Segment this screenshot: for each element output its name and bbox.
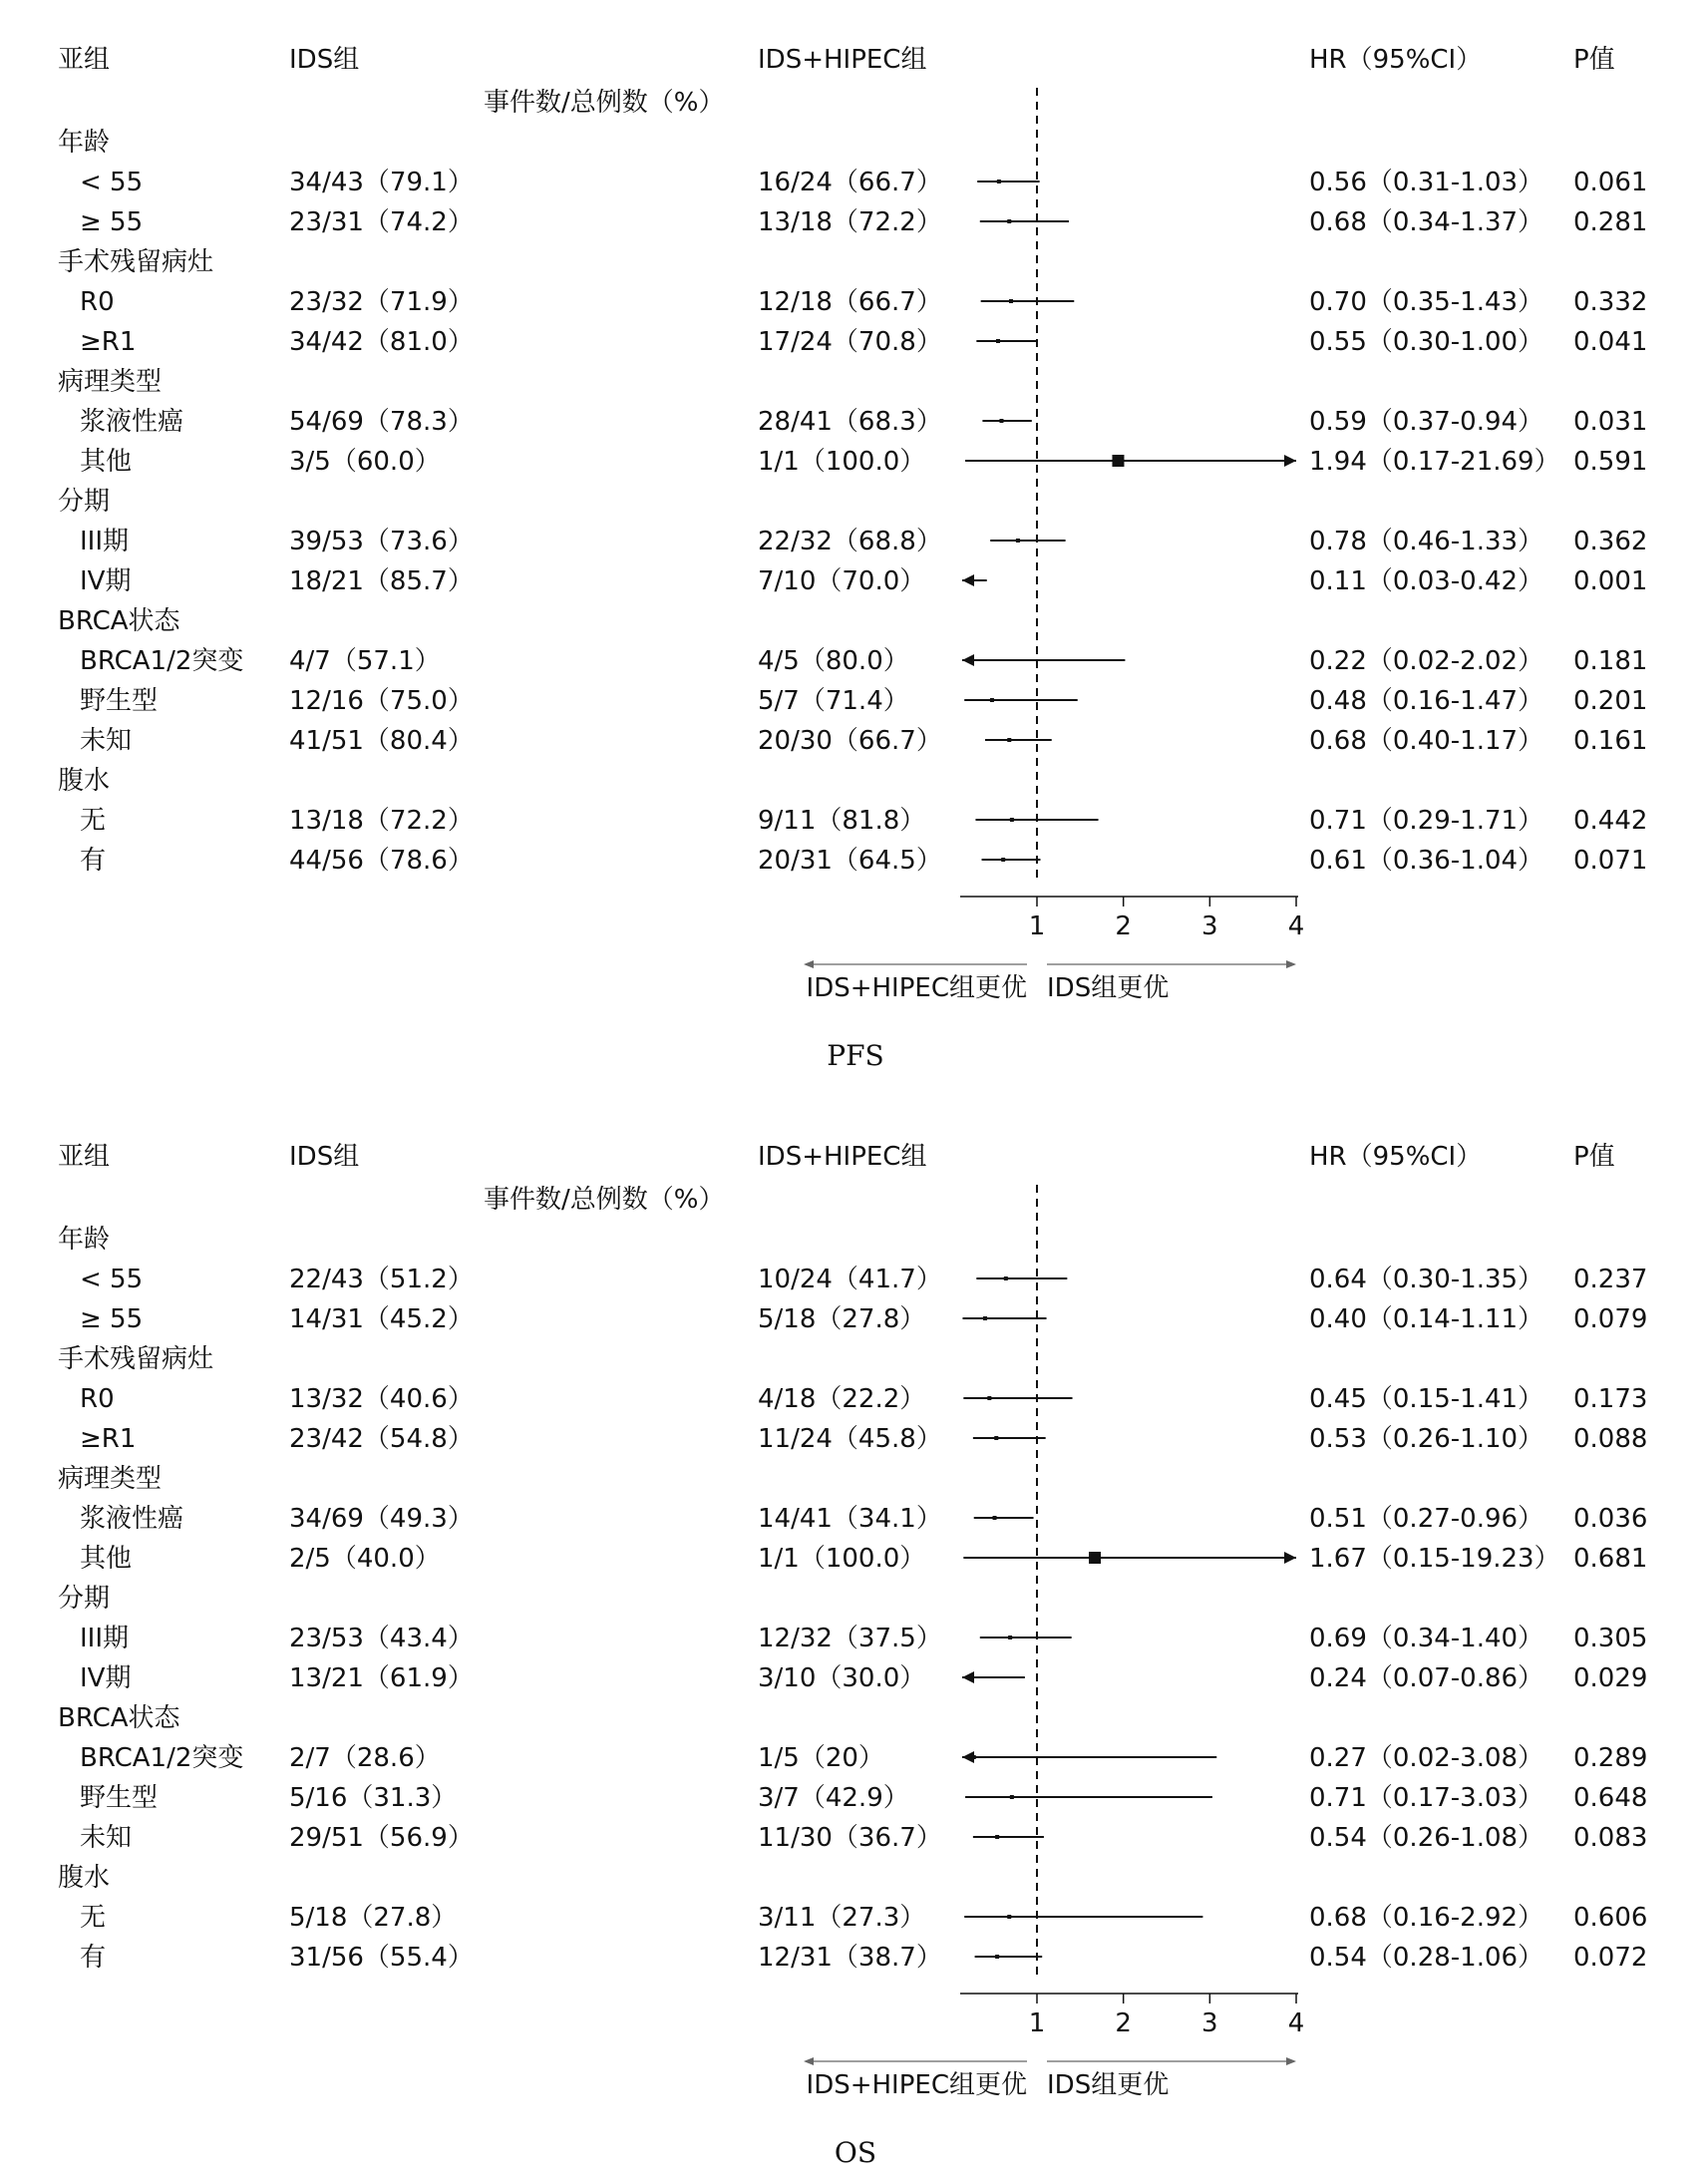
subgroup-heading: 分期 [58, 1584, 111, 1614]
row-label: 有 [80, 846, 107, 876]
hr-ci-text: 0.71（0.29-1.71） [1309, 806, 1544, 836]
favors-left-arrowhead [804, 2057, 814, 2065]
hr-ci-text: 0.68（0.34-1.37） [1309, 207, 1544, 237]
subgroup-heading: 手术残留病灶 [58, 247, 214, 277]
hr-ci-text: 0.71（0.17-3.03） [1309, 1783, 1544, 1813]
hr-point [1007, 1915, 1011, 1919]
hr-point [969, 1675, 973, 1679]
ids-events: 34/69（49.3） [289, 1504, 474, 1534]
row-label: 其他 [80, 1544, 133, 1574]
hipec-events: 4/5（80.0） [758, 646, 909, 676]
ids-events: 22/43（51.2） [289, 1265, 474, 1294]
hr-ci-text: 0.22（0.02-2.02） [1309, 646, 1544, 676]
hipec-events: 3/11（27.3） [758, 1903, 926, 1933]
hipec-events: 7/10（70.0） [758, 566, 926, 596]
os-forest-plot-svg [0, 1097, 1703, 2184]
ids-events: 41/51（80.4） [289, 726, 474, 756]
hr-point [996, 339, 1000, 343]
row-label: R0 [80, 287, 115, 317]
x-tick-label: 1 [1028, 2008, 1046, 2038]
favors-right-label: IDS组更优 [1047, 2070, 1170, 2100]
hipec-events: 14/41（34.1） [758, 1504, 942, 1534]
ids-events: 34/42（81.0） [289, 327, 474, 357]
hipec-events: 3/10（30.0） [758, 1663, 926, 1693]
ids-events: 23/31（74.2） [289, 207, 474, 237]
hr-ci-text: 0.45（0.15-1.41） [1309, 1384, 1544, 1414]
hr-ci-text: 0.51（0.27-0.96） [1309, 1504, 1544, 1534]
subgroup-heading: 年龄 [58, 128, 111, 158]
hr-point [1007, 738, 1011, 742]
hipec-events: 12/31（38.7） [758, 1943, 942, 1973]
hr-ci-text: 1.94（0.17-21.69） [1309, 447, 1560, 477]
p-value: 0.029 [1573, 1663, 1648, 1693]
subgroup-heading: 年龄 [58, 1225, 111, 1255]
panel-title: PFS [827, 1039, 884, 1072]
hr-ci-text: 0.54（0.28-1.06） [1309, 1943, 1544, 1973]
x-tick-label: 1 [1028, 911, 1046, 941]
ids-events: 39/53（73.6） [289, 527, 474, 556]
p-value: 0.083 [1573, 1823, 1648, 1853]
favors-left-label: IDS+HIPEC组更优 [806, 973, 1027, 1003]
hr-point [1007, 219, 1011, 223]
hr-point [994, 1436, 998, 1440]
header-hr: HR（95%CI） [1309, 45, 1483, 75]
row-label: 浆液性癌 [80, 407, 184, 437]
p-value: 0.072 [1573, 1943, 1648, 1973]
hipec-events: 28/41（68.3） [758, 407, 942, 437]
p-value: 0.281 [1573, 207, 1648, 237]
row-label: BRCA1/2突变 [80, 646, 244, 676]
p-value: 0.681 [1573, 1544, 1648, 1574]
ids-events: 12/16（75.0） [289, 686, 474, 716]
hr-ci-text: 0.24（0.07-0.86） [1309, 1663, 1544, 1693]
ids-events: 23/42（54.8） [289, 1424, 474, 1454]
hr-ci-text: 0.59（0.37-0.94） [1309, 407, 1544, 437]
favors-right-label: IDS组更优 [1047, 973, 1170, 1003]
hr-ci-text: 0.68（0.40-1.17） [1309, 726, 1544, 756]
hipec-events: 10/24（41.7） [758, 1265, 942, 1294]
hipec-events: 20/30（66.7） [758, 726, 942, 756]
ids-events: 23/32（71.9） [289, 287, 474, 317]
ids-events: 13/32（40.6） [289, 1384, 474, 1414]
ids-events: 18/21（85.7） [289, 566, 474, 596]
hipec-events: 1/1（100.0） [758, 1544, 926, 1574]
header-events: 事件数/总例数（%） [484, 1185, 725, 1215]
p-value: 0.362 [1573, 527, 1648, 556]
ci-arrow-right [1284, 455, 1296, 467]
p-value: 0.031 [1573, 407, 1648, 437]
subgroup-heading: 腹水 [58, 1863, 111, 1893]
hipec-events: 4/18（22.2） [758, 1384, 926, 1414]
hr-ci-text: 0.54（0.26-1.08） [1309, 1823, 1544, 1853]
row-label: III期 [80, 1624, 130, 1653]
ids-events: 23/53（43.4） [289, 1624, 474, 1653]
header-hipec: IDS+HIPEC组 [758, 1142, 927, 1172]
subgroup-heading: 手术残留病灶 [58, 1344, 214, 1374]
p-value: 0.173 [1573, 1384, 1648, 1414]
hr-ci-text: 0.11（0.03-0.42） [1309, 566, 1544, 596]
hr-point [995, 1835, 999, 1839]
hr-ci-text: 0.68（0.16-2.92） [1309, 1903, 1544, 1933]
row-label: ≥ 55 [80, 207, 144, 237]
p-value: 0.305 [1573, 1624, 1648, 1653]
x-tick-label: 4 [1287, 911, 1305, 941]
row-label: ≥R1 [80, 327, 137, 357]
hr-ci-text: 1.67（0.15-19.23） [1309, 1544, 1560, 1574]
hr-ci-text: 0.55（0.30-1.00） [1309, 327, 1544, 357]
ids-events: 2/7（28.6） [289, 1743, 441, 1773]
x-tick-label: 2 [1115, 911, 1132, 941]
hr-ci-text: 0.56（0.31-1.03） [1309, 168, 1544, 197]
row-label: ≥ 55 [80, 1304, 144, 1334]
panel-title: OS [834, 2136, 877, 2169]
header-events: 事件数/总例数（%） [484, 88, 725, 118]
p-value: 0.079 [1573, 1304, 1648, 1334]
row-label: 野生型 [80, 1783, 159, 1813]
hipec-events: 1/5（20） [758, 1743, 884, 1773]
row-label: BRCA1/2突变 [80, 1743, 244, 1773]
row-label: R0 [80, 1384, 115, 1414]
row-label: IV期 [80, 566, 132, 596]
ids-events: 44/56（78.6） [289, 846, 474, 876]
subgroup-heading: 分期 [58, 487, 111, 517]
header-hr: HR（95%CI） [1309, 1142, 1483, 1172]
hr-point [1001, 858, 1005, 862]
hr-point [993, 1516, 997, 1520]
header-subgroup: 亚组 [58, 1142, 111, 1172]
ids-events: 5/18（27.8） [289, 1903, 458, 1933]
hr-point [987, 1396, 991, 1400]
hr-ci-text: 0.48（0.16-1.47） [1309, 686, 1544, 716]
p-value: 0.001 [1573, 566, 1648, 596]
p-value: 0.606 [1573, 1903, 1648, 1933]
p-value: 0.442 [1573, 806, 1648, 836]
ids-events: 13/21（61.9） [289, 1663, 474, 1693]
hipec-events: 20/31（64.5） [758, 846, 942, 876]
hipec-events: 11/30（36.7） [758, 1823, 942, 1853]
header-subgroup: 亚组 [58, 45, 111, 75]
hr-point [1112, 455, 1124, 467]
hr-ci-text: 0.69（0.34-1.40） [1309, 1624, 1544, 1653]
row-label: 未知 [80, 726, 133, 756]
hipec-events: 3/7（42.9） [758, 1783, 909, 1813]
p-value: 0.181 [1573, 646, 1648, 676]
x-tick-label: 3 [1201, 2008, 1218, 2038]
p-value: 0.036 [1573, 1504, 1648, 1534]
subgroup-heading: 病理类型 [58, 1464, 163, 1494]
favors-right-arrowhead [1286, 2057, 1296, 2065]
p-value: 0.161 [1573, 726, 1648, 756]
hipec-events: 11/24（45.8） [758, 1424, 942, 1454]
row-label: 无 [80, 806, 107, 836]
ids-events: 54/69（78.3） [289, 407, 474, 437]
p-value: 0.088 [1573, 1424, 1648, 1454]
row-label: IV期 [80, 1663, 132, 1693]
pfs-forest-plot [0, 0, 1703, 1087]
hipec-events: 13/18（72.2） [758, 207, 942, 237]
ids-events: 34/43（79.1） [289, 168, 474, 197]
p-value: 0.061 [1573, 168, 1648, 197]
row-label: 其他 [80, 447, 133, 477]
p-value: 0.041 [1573, 327, 1648, 357]
ids-events: 31/56（55.4） [289, 1943, 474, 1973]
header-hipec: IDS+HIPEC组 [758, 45, 927, 75]
subgroup-heading: BRCA状态 [58, 1703, 180, 1733]
ids-events: 14/31（45.2） [289, 1304, 474, 1334]
hr-ci-text: 0.64（0.30-1.35） [1309, 1265, 1544, 1294]
hr-point [1004, 1276, 1008, 1280]
row-label: < 55 [80, 1265, 144, 1294]
p-value: 0.289 [1573, 1743, 1648, 1773]
hipec-events: 1/1（100.0） [758, 447, 926, 477]
hipec-events: 9/11（81.8） [758, 806, 926, 836]
hr-ci-text: 0.40（0.14-1.11） [1309, 1304, 1544, 1334]
p-value: 0.201 [1573, 686, 1648, 716]
subgroup-heading: 腹水 [58, 766, 111, 796]
hr-ci-text: 0.53（0.26-1.10） [1309, 1424, 1544, 1454]
p-value: 0.591 [1573, 447, 1648, 477]
hr-point [1009, 299, 1013, 303]
ids-events: 2/5（40.0） [289, 1544, 441, 1574]
hr-point [1089, 1552, 1101, 1564]
hr-ci-text: 0.78（0.46-1.33） [1309, 527, 1544, 556]
ids-events: 4/7（57.1） [289, 646, 441, 676]
hr-point [999, 419, 1003, 423]
hr-point [1010, 818, 1014, 822]
row-label: 未知 [80, 1823, 133, 1853]
hr-ci-text: 0.27（0.02-3.08） [1309, 1743, 1544, 1773]
ids-events: 29/51（56.9） [289, 1823, 474, 1853]
x-tick-label: 4 [1287, 2008, 1305, 2038]
row-label: < 55 [80, 168, 144, 197]
row-label: III期 [80, 527, 130, 556]
hr-point [967, 658, 971, 662]
x-tick-label: 3 [1201, 911, 1218, 941]
subgroup-heading: BRCA状态 [58, 606, 180, 636]
hipec-events: 22/32（68.8） [758, 527, 942, 556]
subgroup-heading: 病理类型 [58, 367, 163, 397]
hr-point [1010, 1795, 1014, 1799]
p-value: 0.071 [1573, 846, 1648, 876]
header-ids: IDS组 [289, 45, 360, 75]
hr-point [1016, 539, 1020, 543]
hipec-events: 16/24（66.7） [758, 168, 942, 197]
hr-point [972, 1755, 976, 1759]
row-label: 有 [80, 1943, 107, 1973]
hr-ci-text: 0.70（0.35-1.43） [1309, 287, 1544, 317]
hr-point [997, 180, 1001, 183]
row-label: 无 [80, 1903, 107, 1933]
favors-left-label: IDS+HIPEC组更优 [806, 2070, 1027, 2100]
hipec-events: 5/7（71.4） [758, 686, 909, 716]
row-label: ≥R1 [80, 1424, 137, 1454]
p-value: 0.332 [1573, 287, 1648, 317]
ids-events: 5/16（31.3） [289, 1783, 458, 1813]
row-label: 浆液性癌 [80, 1504, 184, 1534]
favors-right-arrowhead [1286, 960, 1296, 968]
header-p: P值 [1573, 1142, 1615, 1172]
hipec-events: 12/32（37.5） [758, 1624, 942, 1653]
header-ids: IDS组 [289, 1142, 360, 1172]
hr-point [1008, 1636, 1012, 1639]
hipec-events: 5/18（27.8） [758, 1304, 926, 1334]
hipec-events: 17/24（70.8） [758, 327, 942, 357]
hr-point [990, 698, 994, 702]
pfs-forest-plot-svg [0, 0, 1703, 1087]
ids-events: 3/5（60.0） [289, 447, 441, 477]
hipec-events: 12/18（66.7） [758, 287, 942, 317]
row-label: 野生型 [80, 686, 159, 716]
hr-point [983, 1316, 987, 1320]
os-forest-plot [0, 1097, 1703, 2184]
favors-left-arrowhead [804, 960, 814, 968]
header-p: P值 [1573, 45, 1615, 75]
hr-point [995, 1955, 999, 1959]
ci-arrow-left [962, 574, 974, 586]
ci-arrow-right [1284, 1552, 1296, 1564]
p-value: 0.648 [1573, 1783, 1648, 1813]
x-tick-label: 2 [1115, 2008, 1132, 2038]
p-value: 0.237 [1573, 1265, 1648, 1294]
ids-events: 13/18（72.2） [289, 806, 474, 836]
hr-ci-text: 0.61（0.36-1.04） [1309, 846, 1544, 876]
